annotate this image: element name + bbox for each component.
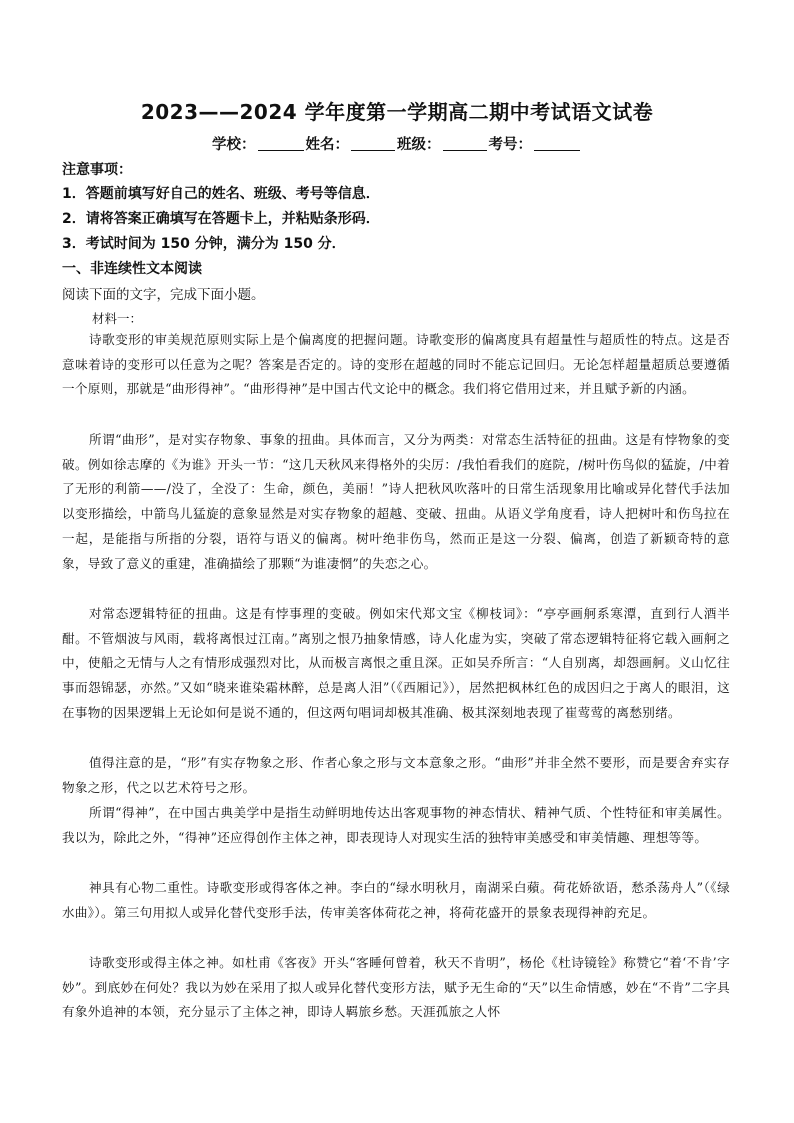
notice-item-2: 2．请将答案正确填写在答题卡上，并粘贴条形码．	[62, 211, 380, 227]
notice-item-1: 1．答题前填写好自己的姓名、班级、考号等信息．	[62, 186, 380, 202]
notice-item-3: 3．考试时间为 150 分钟，满分为 150 分．	[62, 236, 346, 252]
exam-title: 2023——2024 学年度第一学期高二期中考试语文试卷	[140, 100, 654, 124]
paragraph-7: 诗歌变形或得主体之神。如杜甫《客夜》开头“客睡何曾着，秋天不肯明”，杨伦《杜诗镜铨》称赞它“着‘不肯’字妙”。到底妙在何处？我以为妙在采用了拟人或异化替代变形方法，赋予无生命的“天”以生命情感，妙在“不肯”二字具有象外追神的本领，充分显示了主体之神，即诗人羁旅乡愁。天涯孤旅之人怀	[62, 955, 730, 1020]
exam-number-blank[interactable]	[534, 136, 580, 151]
paragraph-2: 所谓“曲形”，是对实存物象、事象的扭曲。具体而言，又分为两类：对常态生活特征的扭曲。这是有悖物象的变破。例如徐志摩的《为谁》开头一节：“这几天秋风来得格外的尖厉：/我怕看我们的庭院，/树叶伤鸟似的猛旋，/中着了无形的利箭——/没了，全没了：生命，颜色，美丽！”诗人把秋风吹落叶的日常生活现象用比喻或异化替代手法加以变形描绘，中箭鸟儿猛旋的意象显然是对实存物象的超越、变破、扭曲。从语义学角度看，诗人把树叶和伤鸟拉在一起，是能指与所指的分裂，语符与语义的偏离。树叶绝非伤鸟，然而正是这一分裂、偏离，创造了新颖奇特的意象，导致了意义的重建，准确描绘了那颗“为谁凄惘”的失恋之心。	[62, 432, 730, 571]
material-label: 材料一：	[92, 311, 143, 326]
paragraph-3: 对常态逻辑特征的扭曲。这是有悖事理的变破。例如宋代郑文宝《柳枝词》：“亭亭画舸系寒潭，直到行人酒半酣。不管烟波与风雨，载将离恨过江南。”离别之恨乃抽象情感，诗人化虚为实，突破了常态逻辑特征将它载入画舸之中，使船之无情与人之有情形成强烈对比，从而极言离恨之重且深。正如吴乔所言：“人自别离，却怨画舸。义山忆往事而怨锦瑟，亦然。”又如“晓来谁染霜林醉，总是离人泪”（《西厢记》），居然把枫林红色的成因归之于离人的眼泪，这在事物的因果逻辑上无论如何是说不通的，但这两句唱词却极其准确、极其深刻地表现了崔莺莺的离愁别绪。	[62, 606, 730, 720]
name-blank[interactable]	[351, 136, 395, 151]
reading-instruction: 阅读下面的文字，完成下面小题。	[62, 287, 265, 303]
section-heading: 一、非连续性文本阅读	[62, 261, 202, 277]
class-label: 班级：	[397, 137, 441, 153]
name-label: 姓名：	[305, 137, 349, 153]
paragraph-4: 值得注意的是，“形”有实存物象之形、作者心象之形与文本意象之形。“曲形”并非全然不要形，而是要舍弃实存物象之形，代之以艺术符号之形。	[62, 755, 730, 795]
school-blank[interactable]	[258, 136, 304, 151]
class-blank[interactable]	[443, 136, 487, 151]
school-label: 学校：	[212, 137, 256, 153]
notice-heading: 注意事项：	[62, 162, 132, 178]
paragraph-6: 神具有心物二重性。诗歌变形或得客体之神。李白的“绿水明秋月，南湖采白蘋。荷花娇欲语，愁杀荡舟人”（《绿水曲》）。第三句用拟人或异化替代变形手法，传审美客体荷花之神，将荷花盛开的景象表现得神韵充足。	[62, 880, 730, 920]
paragraph-1: 诗歌变形的审美规范原则实际上是个偏离度的把握问题。诗歌变形的偏离度具有超量性与超质性的特点。这是否意味着诗的变形可以任意为之呢？答案是否定的。诗的变形在超越的同时不能忘记回归。无论怎样超量超质总要遵循一个原则，那就是“曲形得神”。“曲形得神”是中国古代文论中的概念。我们将它借用过来，并且赋予新的内涵。	[62, 332, 730, 397]
paragraph-5: 所谓“得神”，在中国古典美学中是指生动鲜明地传达出客观事物的神态情状、精神气质、个性特征和审美属性。我以为，除此之外，“得神”还应得创作主体之神，即表现诗人对现实生活的独特审美感受和审美情趣、理想等等。	[62, 805, 730, 845]
student-info-line	[0, 133, 794, 154]
exam-number-label: 考号：	[488, 137, 532, 153]
